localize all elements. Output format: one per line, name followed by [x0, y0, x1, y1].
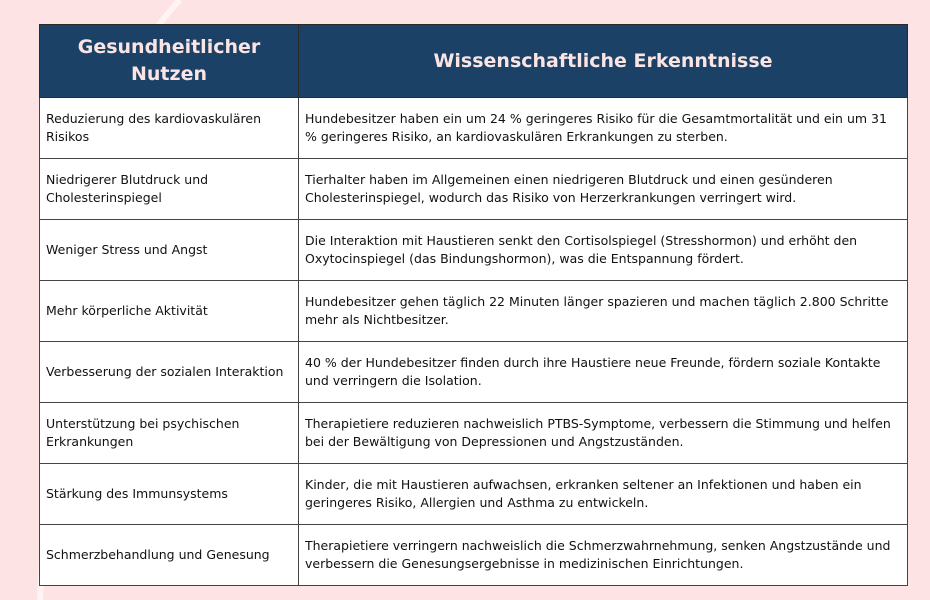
table-row	[40, 98, 908, 159]
table-row	[40, 525, 908, 586]
finding-cell: Therapietiere verringern nachweislich die Schmerzwahrnehmung, senken Angstzustände und verbessern die Genesungsergebnisse in medizinischen Einrichtungen.	[299, 525, 908, 586]
table-row	[40, 220, 908, 281]
header-benefit: Gesundheitlicher Nutzen	[40, 25, 299, 98]
finding-cell: Hundebesitzer haben ein um 24 % geringeres Risiko für die Gesamtmortalität und ein um 31 % geringeres Risiko, an kardiovaskulären Erkrankungen zu sterben.	[299, 98, 908, 159]
benefit-cell: Reduzierung des kardiovaskulären Risikos	[40, 98, 299, 159]
finding-cell: 40 % der Hundebesitzer finden durch ihre Haustiere neue Freunde, fördern soziale Kontakte und verringern die Isolation.	[299, 342, 908, 403]
benefit-cell: Verbesserung der sozialen Interaktion	[40, 342, 299, 403]
finding-cell: Therapietiere reduzieren nachweislich PTBS-Symptome, verbessern die Stimmung und helfen bei der Bewältigung von Depressionen und Angstzuständen.	[299, 403, 908, 464]
table-row	[40, 464, 908, 525]
table-row	[40, 281, 908, 342]
benefit-cell: Unterstützung bei psychischen Erkrankungen	[40, 403, 299, 464]
benefit-cell: Weniger Stress und Angst	[40, 220, 299, 281]
table-row	[40, 342, 908, 403]
finding-cell: Hundebesitzer gehen täglich 22 Minuten länger spazieren und machen täglich 2.800 Schritte mehr als Nichtbesitzer.	[299, 281, 908, 342]
finding-cell: Kinder, die mit Haustieren aufwachsen, erkranken seltener an Infektionen und haben ein geringeres Risiko, Allergien und Asthma zu entwickeln.	[299, 464, 908, 525]
benefit-cell: Niedrigerer Blutdruck und Cholesterinspiegel	[40, 159, 299, 220]
table-header-row	[40, 25, 908, 98]
benefit-cell: Stärkung des Immunsystems	[40, 464, 299, 525]
benefit-cell: Mehr körperliche Aktivität	[40, 281, 299, 342]
health-benefits-table	[39, 24, 908, 586]
table-row	[40, 159, 908, 220]
finding-cell: Die Interaktion mit Haustieren senkt den Cortisolspiegel (Stresshormon) und erhöht den Oxytocinspiegel (das Bindungshormon), was die Entspannung fördert.	[299, 220, 908, 281]
benefit-cell: Schmerzbehandlung und Genesung	[40, 525, 299, 586]
finding-cell: Tierhalter haben im Allgemeinen einen niedrigeren Blutdruck und einen gesünderen Cholesterinspiegel, wodurch das Risiko von Herzerkrankungen verringert wird.	[299, 159, 908, 220]
table-row	[40, 403, 908, 464]
header-findings: Wissenschaftliche Erkenntnisse	[299, 25, 908, 98]
